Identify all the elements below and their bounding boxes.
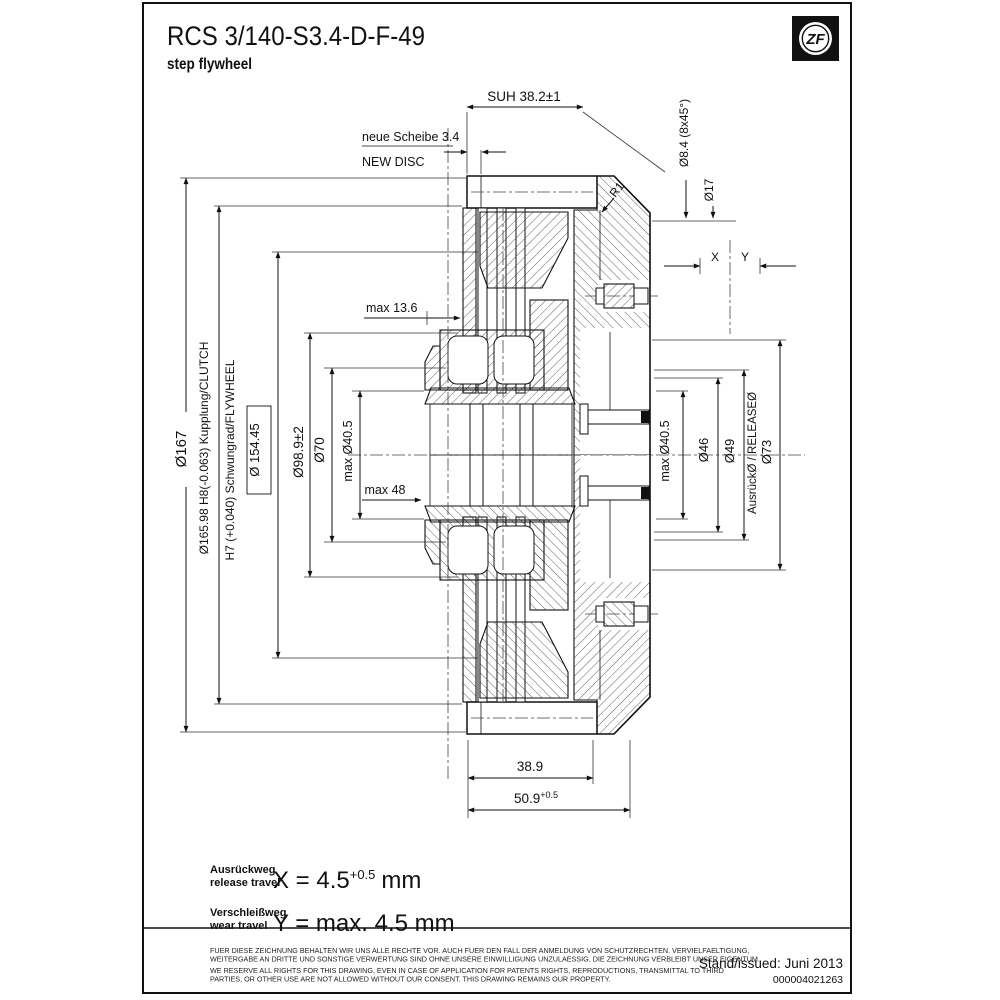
hub-spline-teeth (430, 404, 470, 455)
disclaimer-de-line2: WEITERGABE AN DRITTE UND SONSTIGE VERWERTUNG SIND OHNE UNSERE EINWILLIGUNG UNZULAESSIG. DIE ZEICHNUNG VERBLEIBT UNSER EIGENTUM. (210, 954, 760, 964)
release-hook (580, 404, 588, 434)
dim-r1-label: R1 (606, 179, 628, 200)
damper-spring-window (494, 336, 534, 384)
note-release-travel-de: Ausrückweg (210, 864, 276, 876)
dim-new-disc-de: neue Scheibe 3.4 (362, 130, 460, 144)
release-travel-value: X = 4.5 (273, 867, 350, 894)
damper-spring-window (448, 336, 488, 384)
disclaimer-de-line1: FUER DIESE ZEICHNUNG BEHALTEN WIR UNS ALLE RECHTE VOR. AUCH FUER DEN FALL DER ANMELDUNG VON SCHUTZRECHTEN. VERVIELFAELTIGUNG, (210, 946, 750, 955)
hub-channel (470, 404, 483, 455)
dim-d98-9-label: Ø98.9±2 (291, 426, 306, 478)
dim-max-48-label: max 48 (364, 483, 406, 497)
hub-channel (520, 404, 533, 455)
dim-50-9-label (514, 790, 558, 806)
page-subtitle: step flywheel (167, 56, 252, 73)
doc-number: 000004021263 (772, 974, 843, 986)
dim-d154-45-label: Ø 154.45 (247, 423, 262, 477)
dim-38-9-label: 38.9 (516, 759, 544, 774)
page-title: RCS 3/140-S3.4-D-F-49 (167, 21, 425, 51)
release-lever (588, 410, 649, 424)
note-wear-travel-en: wear travel (210, 920, 268, 932)
note-wear-travel-de: Verschleißweg (210, 907, 287, 919)
dim-d49-label: Ø49 (722, 438, 737, 464)
hub-spline-teeth (533, 404, 572, 455)
dim-50-9-value: 50.9 (513, 791, 541, 806)
dim-max-13-6-label: max 13.6 (366, 301, 418, 315)
dim-release-dia-label: AusrückØ / RELEASEØ (747, 391, 759, 515)
issued-date: Stand/issued: Juni 2013 (698, 956, 843, 971)
clutch-section-top-half (425, 176, 658, 455)
note-wear-travel-formula: Y = max. 4.5 mm (273, 910, 455, 937)
rivet (604, 284, 634, 308)
dim-h7-fit-label: H7 (+0.040) Schwungrad/FLYWHEEL (223, 359, 237, 561)
disclaimer-en-line1: WE RESERVE ALL RIGHTS FOR THIS DRAWING, EVEN IN CASE OF APPLICATION FOR PATENTS RIGHTS, REPRODUCTIONS, TRANSMITTAL TO THIRD (210, 966, 724, 975)
dim-d73-label: Ø73 (759, 439, 774, 465)
dim-d167-label: Ø167 (173, 430, 190, 468)
dim-50-9-tolerance: +0.5 (540, 790, 559, 800)
zf-logo (792, 16, 839, 61)
dim-x-label: X (710, 250, 720, 264)
dim-d46-label: Ø46 (696, 437, 711, 463)
release-lever-end (641, 411, 649, 423)
dim-new-disc-en: NEW DISC (362, 155, 425, 169)
dim-max-d40-5-right-label: max Ø40.5 (658, 420, 672, 482)
note-release-travel-en: release travel (210, 877, 281, 889)
zf-logo-text: ZF (806, 31, 825, 48)
dim-y-label: Y (740, 250, 750, 264)
disclaimer-en-line2: PARTIES, OR OTHER USE ARE NOT ALLOWED WITHOUT OUR CONSENT. THIS DRAWING REMAINS OUR PROPERTY. (210, 974, 611, 984)
dim-bolt-hole-label: Ø8.4 (8x45°) (677, 98, 691, 168)
hub-cap (425, 388, 575, 404)
release-travel-tolerance: +0.5 (349, 867, 376, 882)
hub-spline-teeth (483, 404, 520, 455)
pressure-plate (480, 212, 568, 288)
dim-d70-label: Ø70 (312, 437, 327, 463)
dim-d17-label: Ø17 (702, 178, 716, 202)
dim-d165-98-label: Ø165.98 H8(-0.063) Kupplung/CLUTCH (197, 341, 211, 555)
dim-max-d40-5-left-label: max Ø40.5 (341, 420, 355, 482)
dim-suh-label: SUH 38.2±1 (487, 89, 561, 104)
release-travel-unit: mm (381, 867, 422, 894)
clutch-section-bottom-half (425, 455, 658, 734)
note-release-travel-formula (273, 867, 421, 894)
